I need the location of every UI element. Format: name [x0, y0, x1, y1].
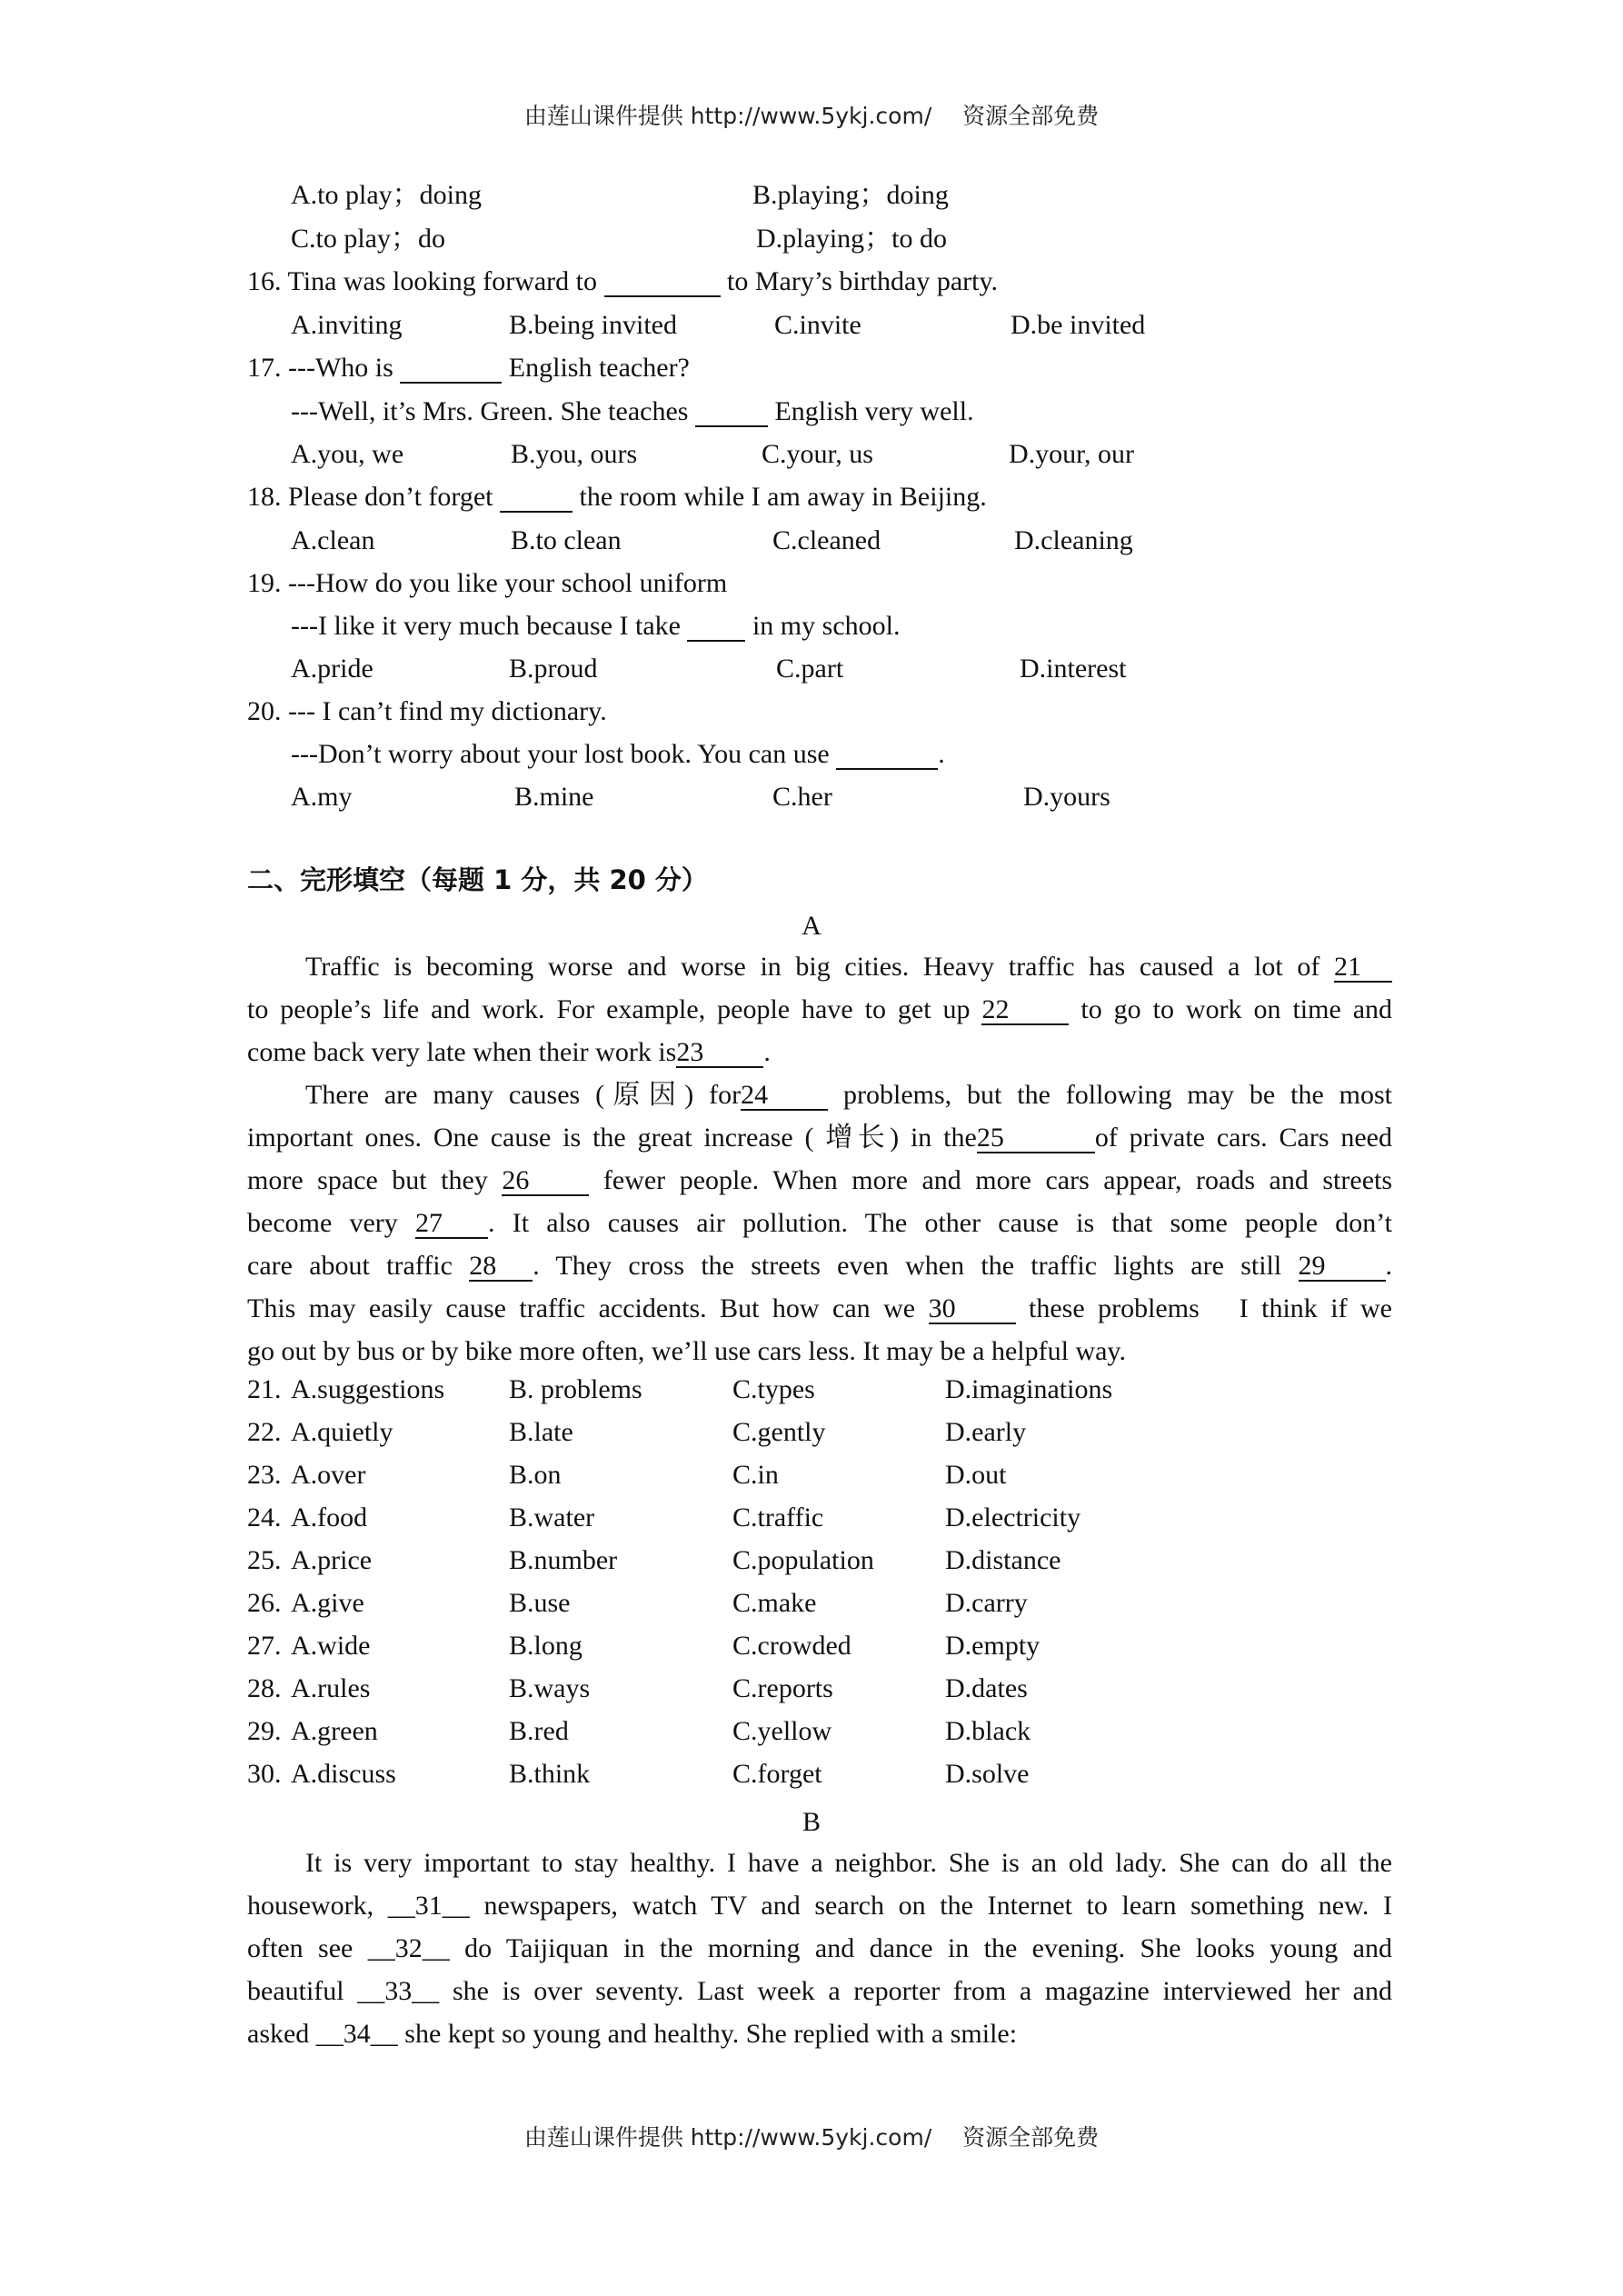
q20-dialog	[291, 741, 945, 770]
option-d: D.carry	[945, 1588, 1028, 1618]
part-a-label: A	[802, 911, 821, 941]
question-text: ---How do you like your school uniform	[288, 568, 728, 598]
option-b: B.on	[509, 1460, 562, 1490]
q20-option-d: D.yours	[1023, 782, 1110, 812]
option-a: A.rules	[291, 1673, 371, 1703]
blank-23: 23	[676, 1039, 763, 1068]
answer-blank	[836, 741, 938, 770]
passage-text: go out by bus or by bike more often, we’ll use cars less. It may be a helpful way.	[247, 1336, 1126, 1366]
question-text: the room while I am away in Beijing.	[579, 482, 987, 512]
answer-blank	[500, 484, 573, 513]
passage-line	[247, 1073, 1392, 1116]
passage-line	[247, 1159, 1392, 1202]
q15-option-d: D.playing；to do	[756, 224, 947, 254]
option-d: D.distance	[945, 1545, 1061, 1575]
q17-stem	[247, 354, 690, 384]
passage-line	[247, 945, 1392, 988]
q19-option-b: B.proud	[509, 654, 598, 684]
option-b: B.long	[509, 1631, 582, 1661]
q16-option-a: A.inviting	[291, 310, 403, 340]
option-c: C.crowded	[732, 1631, 851, 1661]
passage-text: It is very important to stay healthy. I have a neighbor. She is an old lady. She can do all the	[305, 1848, 1392, 1878]
q17-option-b: B.you, ours	[511, 439, 638, 469]
option-c: C.forget	[732, 1759, 822, 1789]
q19-option-d: D.interest	[1020, 654, 1127, 684]
passage-line	[247, 1116, 1392, 1159]
option-c: C.yellow	[732, 1716, 832, 1746]
passage-text: of private cars. Cars need	[1094, 1123, 1392, 1153]
answer-blank	[695, 398, 768, 427]
question-number: 24.	[247, 1502, 282, 1532]
question-number: 29.	[247, 1716, 282, 1746]
q17-dialog	[291, 398, 974, 427]
question-number: 30.	[247, 1759, 282, 1789]
passage-line	[247, 2012, 1392, 2055]
passage-text: beautiful __33__ she is over seventy. Last week a reporter from a magazine interviewed her and	[247, 1976, 1392, 2006]
passage-line	[247, 1287, 1392, 1330]
part-b-label: B	[802, 1807, 821, 1837]
option-a: A.over	[291, 1460, 366, 1490]
passage-line	[247, 1884, 1392, 1927]
option-a: A.give	[291, 1588, 364, 1618]
question-number: 26.	[247, 1588, 282, 1618]
footer-note: 资源全部免费	[962, 2124, 1100, 2151]
option-c: C.reports	[732, 1673, 833, 1703]
option-d: D.dates	[945, 1673, 1028, 1703]
passage-a	[247, 945, 1392, 1373]
blank-27: 27	[415, 1210, 488, 1239]
option-b: B.ways	[509, 1673, 591, 1703]
option-d: D.early	[945, 1417, 1027, 1447]
passage-line	[247, 1202, 1392, 1244]
option-a: A.green	[291, 1716, 378, 1746]
question-number: 20.	[247, 696, 282, 726]
question-text: ---Don’t worry about your lost book. You can use	[291, 739, 830, 769]
passage-text: often see __32__ do Taijiquan in the morning and dance in the evening. She looks young and	[247, 1933, 1392, 1963]
blank-21: 21	[1334, 953, 1392, 983]
question-number: 19.	[247, 568, 282, 598]
question-text: in my school.	[752, 611, 901, 641]
answer-blank	[400, 354, 502, 384]
option-d: D.black	[945, 1716, 1031, 1746]
passage-line	[247, 1330, 1392, 1373]
passage-text: important ones. One cause is the great increase ( 增长) in the	[247, 1123, 977, 1153]
passage-text: . They cross the streets even when the traffic lights are still	[533, 1251, 1282, 1281]
option-a: A.discuss	[291, 1759, 396, 1789]
option-c: C.gently	[732, 1417, 826, 1447]
option-b: B.think	[509, 1759, 591, 1789]
passage-line	[247, 1927, 1392, 1970]
blank-25: 25	[977, 1124, 1095, 1153]
blank-29: 29	[1299, 1253, 1386, 1282]
passage-text: problems, but the following may be the most	[843, 1080, 1392, 1110]
question-number: 27.	[247, 1631, 282, 1661]
option-b: B.number	[509, 1545, 618, 1575]
option-a: A.suggestions	[291, 1374, 445, 1404]
q19-option-a: A.pride	[291, 654, 373, 684]
question-text: ---Well, it’s Mrs. Green. She teaches	[291, 396, 689, 426]
page-header	[0, 98, 1623, 131]
passage-text: This may easily cause traffic accidents. But how can we	[247, 1293, 916, 1323]
question-number: 28.	[247, 1673, 282, 1703]
question-text: Please don’t forget	[288, 482, 493, 512]
option-a: A.quietly	[291, 1417, 393, 1447]
q16-option-d: D.be invited	[1011, 310, 1146, 340]
blank-28: 28	[469, 1253, 533, 1282]
section-title: 二、完形填空（每题 1 分，共 20 分）	[247, 864, 708, 895]
passage-text: more space but they	[247, 1165, 488, 1195]
question-number: 21.	[247, 1374, 282, 1404]
q18-option-c: C.cleaned	[772, 525, 881, 555]
q16-stem	[247, 268, 998, 297]
question-text: .	[938, 739, 945, 769]
page-footer	[0, 2120, 1623, 2152]
question-number: 17.	[247, 353, 282, 383]
option-c: C.population	[732, 1545, 874, 1575]
q19-dialog	[291, 613, 900, 642]
option-c: C.traffic	[732, 1502, 824, 1532]
header-site-text: 由莲山课件提供	[523, 103, 683, 129]
option-a: A.food	[291, 1502, 368, 1532]
blank-24: 24	[741, 1082, 828, 1111]
option-d: D.imaginations	[945, 1374, 1113, 1404]
q16-option-c: C.invite	[774, 310, 861, 340]
blank-22: 22	[981, 996, 1069, 1025]
q20-stem	[247, 698, 607, 725]
passage-text: There are many causes (原因) for	[305, 1080, 742, 1110]
question-number: 22.	[247, 1417, 282, 1447]
passage-line	[247, 988, 1392, 1031]
passage-text: to go to work on time and	[1080, 994, 1393, 1024]
q18-option-d: D.cleaning	[1014, 525, 1133, 555]
q20-option-c: C.her	[772, 782, 832, 812]
passage-text: . It also causes air pollution. The other cause is that some people don’t	[488, 1208, 1392, 1238]
question-text: --- I can’t find my dictionary.	[288, 696, 607, 726]
question-text: English very well.	[774, 396, 974, 426]
option-d: D.electricity	[945, 1502, 1081, 1532]
question-number: 25.	[247, 1545, 282, 1575]
passage-line	[247, 1244, 1392, 1287]
answer-blank	[604, 268, 721, 297]
q17-option-a: A.you, we	[291, 439, 404, 469]
q17-option-d: D.your, our	[1009, 439, 1134, 469]
passage-text: fewer people. When more and more cars appear, roads and streets	[602, 1165, 1393, 1195]
question-text: Tina was looking forward to	[287, 266, 598, 296]
question-number: 23.	[247, 1460, 282, 1490]
option-c: C.make	[732, 1588, 817, 1618]
q15-option-c: C.to play；do	[291, 224, 445, 254]
passage-text: care about traffic	[247, 1251, 453, 1281]
q20-option-b: B.mine	[514, 782, 594, 812]
question-text: ---Who is	[288, 353, 393, 383]
option-d: D.empty	[945, 1631, 1041, 1661]
blank-26: 26	[502, 1167, 589, 1196]
q19-option-c: C.part	[776, 654, 844, 684]
q18-stem	[247, 484, 987, 513]
q19-stem	[247, 570, 727, 597]
passage-line	[247, 1970, 1392, 2012]
passage-text: asked __34__ she kept so young and healthy. She replied with a smile:	[247, 2019, 1018, 2049]
question-text: ---I like it very much because I take	[291, 611, 681, 641]
question-text: to Mary’s birthday party.	[727, 266, 999, 296]
q16-option-b: B.being invited	[509, 310, 677, 340]
q18-option-b: B.to clean	[511, 525, 622, 555]
question-number: 16.	[247, 266, 282, 296]
question-text: English teacher?	[508, 353, 690, 383]
option-d: D.solve	[945, 1759, 1030, 1789]
blank-30: 30	[929, 1295, 1016, 1324]
q15-option-b: B.playing；doing	[752, 180, 949, 210]
passage-text: .	[763, 1037, 771, 1067]
q20-option-a: A.my	[291, 782, 353, 812]
header-note: 资源全部免费	[962, 103, 1100, 129]
q15-option-a: A.to play；doing	[291, 180, 482, 210]
passage-text: housework, __31__ newspapers, watch TV and search on the Internet to learn something new. I	[247, 1891, 1392, 1921]
q18-option-a: A.clean	[291, 525, 375, 555]
passage-text: Traffic is becoming worse and worse in big cities. Heavy traffic has caused a lot of	[305, 952, 1320, 982]
passage-line	[247, 1842, 1392, 1884]
header-url[interactable]: http://www.5ykj.com/	[690, 103, 932, 129]
q17-option-c: C.your, us	[762, 439, 873, 469]
option-d: D.out	[945, 1460, 1007, 1490]
option-b: B.use	[509, 1588, 571, 1618]
passage-text: come back very late when their work is	[247, 1037, 677, 1067]
passage-text: become very	[247, 1208, 398, 1238]
answer-blank	[687, 613, 745, 642]
passage-text: to people’s life and work. For example, people have to get up	[247, 994, 971, 1024]
footer-url[interactable]: http://www.5ykj.com/	[690, 2124, 932, 2151]
option-b: B.late	[509, 1417, 573, 1447]
option-b: B.red	[509, 1716, 569, 1746]
option-b: B.water	[509, 1502, 595, 1532]
option-c: C.in	[732, 1460, 779, 1490]
option-a: A.wide	[291, 1631, 371, 1661]
passage-line	[247, 1031, 1392, 1073]
option-b: B. problems	[509, 1374, 642, 1404]
passage-text: .	[1385, 1251, 1393, 1281]
footer-site-text: 由莲山课件提供	[523, 2124, 683, 2151]
passage-b	[247, 1842, 1392, 2055]
option-c: C.types	[732, 1374, 815, 1404]
question-number: 18.	[247, 482, 282, 512]
option-a: A.price	[291, 1545, 373, 1575]
passage-text: these problems I think if we	[1029, 1293, 1392, 1323]
